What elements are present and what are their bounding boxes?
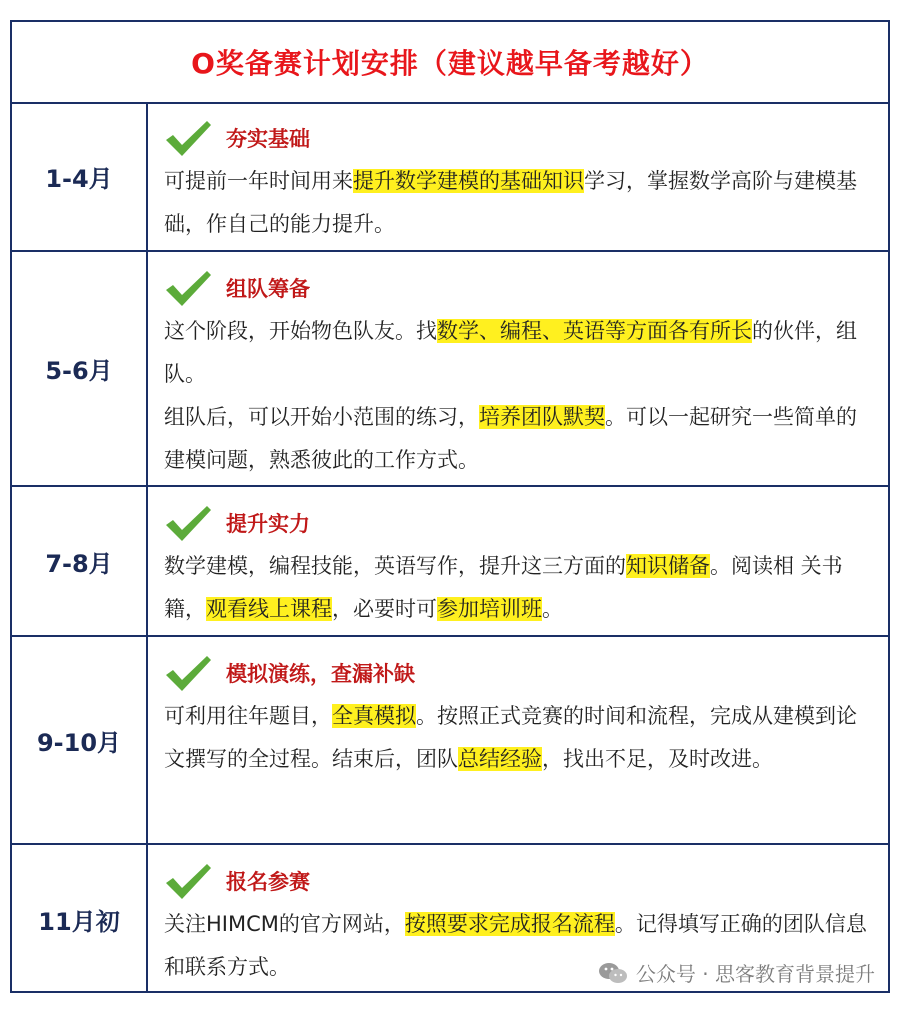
highlighted-text: 观看线上课程: [206, 597, 332, 621]
text-segment: 关注HIMCM的官方网站，: [164, 912, 405, 936]
row-content: [164, 501, 870, 631]
row-content: [164, 651, 870, 781]
text-segment: 。阅读相 关书籍，: [164, 554, 843, 621]
text-segment: 。可以一起研究一些简单的建模问题，熟悉彼此的工作方式。: [164, 405, 857, 472]
text-segment: 的伙伴，组队。: [164, 319, 857, 386]
text-segment: 学习，掌握数学高阶与建模基础，作自己的能力提升。: [164, 169, 857, 236]
month-label: 5-6月: [12, 252, 148, 485]
check-icon: [164, 503, 212, 543]
plan-row: [12, 252, 888, 487]
month-label: 11月初: [12, 845, 148, 993]
text-segment: 。按照正式竞赛的时间和流程，完成从建模到论文撰写的全过程。结束后，团队: [164, 704, 857, 771]
text-segment: ，必要时可: [332, 597, 437, 621]
row-heading: [164, 859, 870, 903]
highlighted-text: 按照要求完成报名流程: [404, 912, 615, 936]
month-label: 1-4月: [12, 102, 148, 250]
watermark-text: 公众号 · 思客教育背景提升: [635, 962, 875, 986]
text-segment: 。: [542, 597, 563, 621]
highlighted-text: 提升数学建模的基础知识: [353, 169, 584, 193]
plan-row: [12, 637, 888, 845]
text-segment: 可提前一年时间用来: [164, 169, 353, 193]
check-icon: [164, 861, 212, 901]
page-title: O奖备赛计划安排（建议越早备考越好）: [191, 47, 709, 80]
description-text: [164, 310, 870, 396]
text-segment: 数学建模，编程技能，英语写作，提升这三方面的: [164, 554, 626, 578]
row-heading: [164, 116, 870, 160]
description-text: [164, 695, 870, 781]
highlighted-text: 总结经验: [458, 747, 542, 771]
row-heading: [164, 266, 870, 310]
text-segment: 可利用往年题目，: [164, 704, 332, 728]
highlighted-text: 知识储备: [626, 554, 710, 578]
row-content: [164, 266, 870, 482]
description-text: [164, 396, 870, 482]
check-icon: [164, 268, 212, 308]
month-label: 9-10月: [12, 637, 148, 843]
heading-text: 夯实基础: [226, 127, 310, 151]
text-segment: 这个阶段，开始物色队友。找: [164, 319, 437, 343]
text-segment: ，找出不足，及时改进。: [542, 747, 773, 771]
heading-text: 组队筹备: [226, 277, 310, 301]
heading-text: 报名参赛: [226, 870, 310, 894]
plan-row: [12, 487, 888, 637]
plan-table: [10, 20, 890, 993]
title-row: [12, 22, 888, 104]
text-segment: 组队后，可以开始小范围的练习，: [164, 405, 479, 429]
row-heading: [164, 651, 870, 695]
plan-row: [12, 102, 888, 252]
heading-text: 提升实力: [226, 512, 310, 536]
highlighted-text: 全真模拟: [332, 704, 416, 728]
month-label: 7-8月: [12, 487, 148, 635]
highlighted-text: 参加培训班: [437, 597, 542, 621]
description-text: [164, 160, 870, 246]
row-heading: [164, 501, 870, 545]
text-segment: 。记得填写正确的团队信息和联系方式。: [164, 912, 867, 979]
watermark: [598, 958, 875, 987]
row-content: [164, 116, 870, 246]
highlighted-text: 培养团队默契: [479, 405, 605, 429]
wechat-icon: [598, 961, 628, 985]
check-icon: [164, 118, 212, 158]
heading-text: 模拟演练，查漏补缺: [226, 662, 415, 686]
highlighted-text: 数学、编程、英语等方面各有所长: [437, 319, 752, 343]
check-icon: [164, 653, 212, 693]
description-text: [164, 545, 870, 631]
